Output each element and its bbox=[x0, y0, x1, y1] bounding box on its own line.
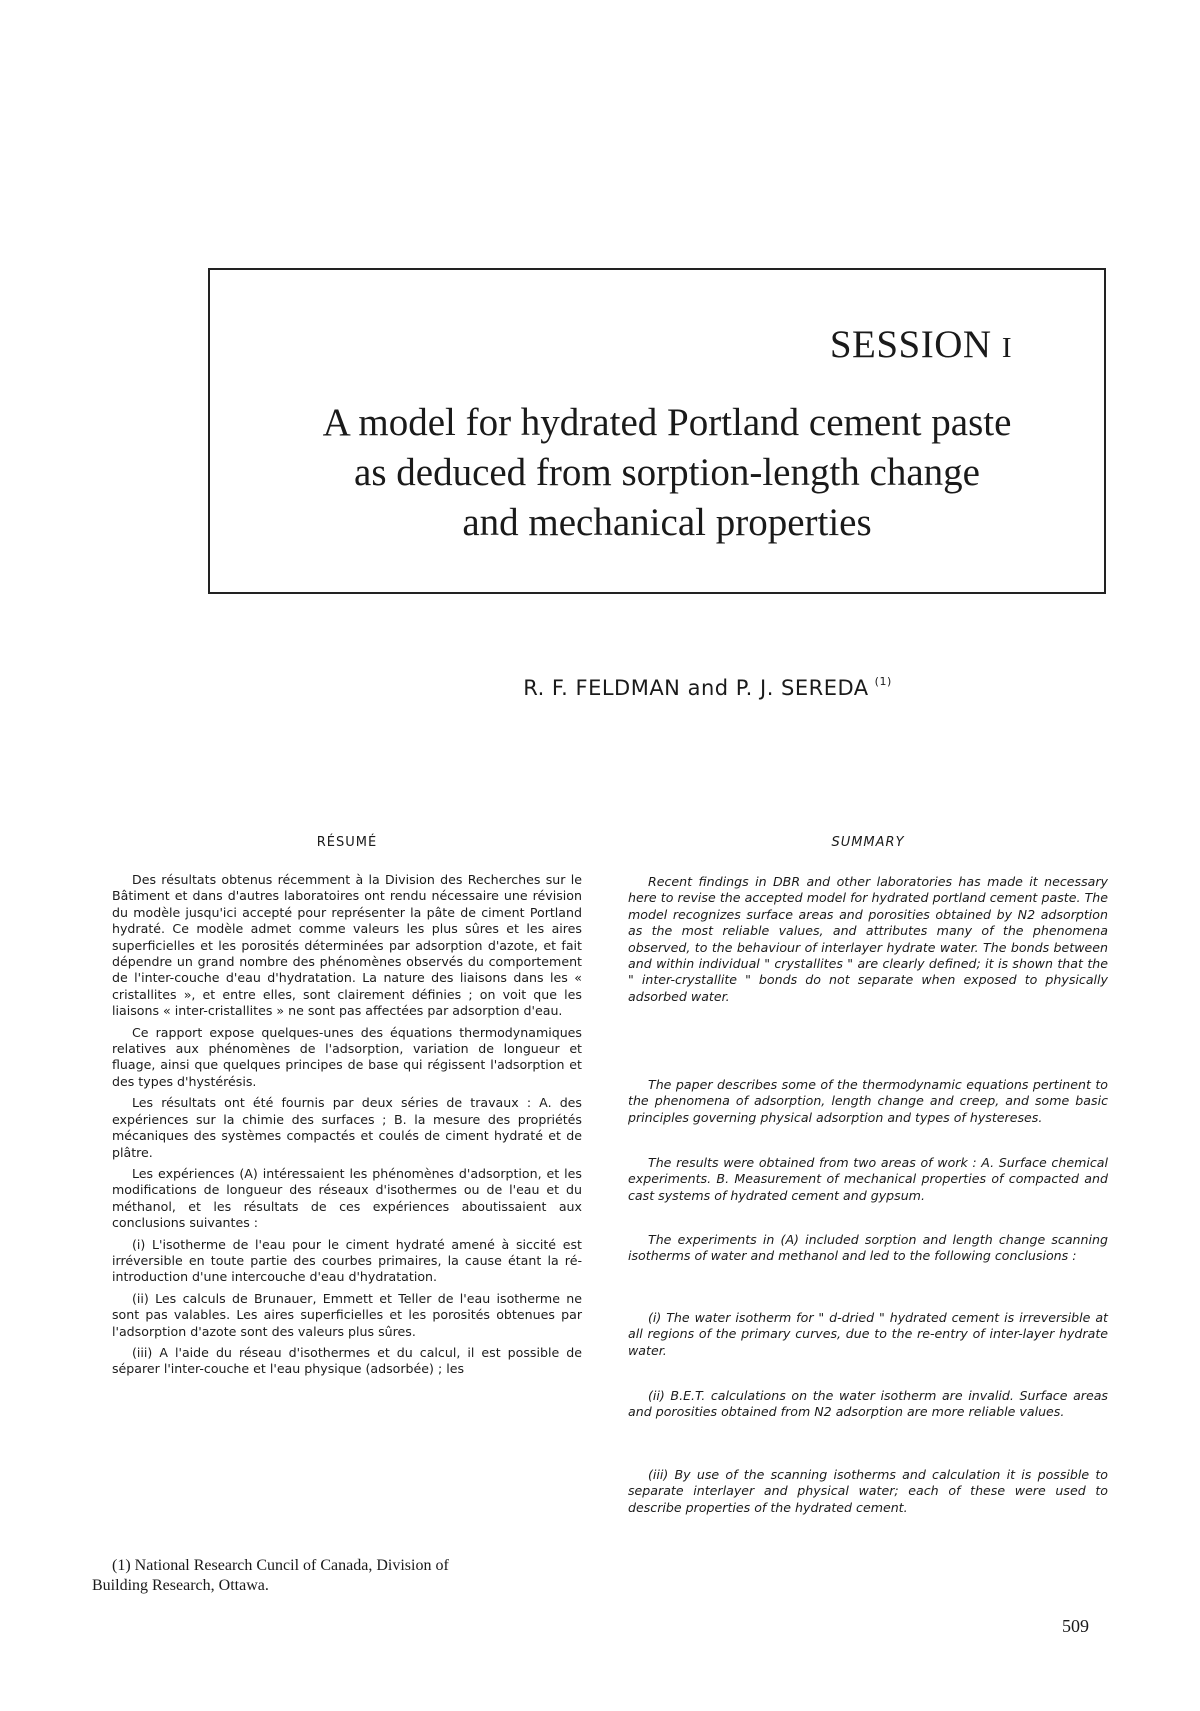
session-label: SESSION bbox=[829, 323, 992, 366]
summary-text: Recent findings in DBR and other laboratories has made it necessary here to revise the accepted model for hydrated portland cement paste. The model recognizes surface areas and porosities obtained by N2 adsorption as the most reliable values, and attributes many of the phenomena observed, to the behaviour of interlayer hydrate water. The bonds between and within individual " crystallites " are clearly defined; it is shown that the " inter-crystallite " bonds do not separate when exposed to physically adsorbed water. bbox=[628, 874, 1108, 1004]
resume-paragraph: (ii) Les calculs de Brunauer, Emmett et Teller de l'eau isotherme ne sont pas valables. Les aires superficielles et les porosités obtenues par l'adsorption d'azote sont des valeurs plus sûres. bbox=[112, 1290, 582, 1339]
summary-paragraph bbox=[628, 1077, 1108, 1126]
resume-paragraph: Les résultats ont été fournis par deux séries de travaux : A. des expériences sur la chimie des surfaces ; B. la mesure des propriétés mécaniques des systèmes compactés et coulés de ciment hydraté et de plâtre. bbox=[112, 1095, 582, 1160]
resume-paragraph: (iii) A l'aide du réseau d'isothermes et du calcul, il est possible de séparer l'inter-couche et l'eau physique (adsorbée) ; les bbox=[112, 1344, 582, 1377]
author-names: R. F. FELDMAN and P. J. SEREDA bbox=[523, 676, 869, 700]
session-number: I bbox=[1001, 332, 1012, 364]
summary-text: The results were obtained from two areas of work : A. Surface chemical experiments. B. Measurement of mechanical properties of compacted and cast systems of hydrated cement and gypsum. bbox=[628, 1155, 1108, 1203]
summary-text: The experiments in (A) included sorption and length change scanning isotherms of water and methanol and led to the following conclusions : bbox=[628, 1232, 1108, 1264]
summary-text: (ii) B.E.T. calculations on the water isotherm are invalid. Surface areas and porosities obtained from N2 adsorption are more reliable values. bbox=[628, 1388, 1108, 1420]
title-box bbox=[208, 268, 1106, 594]
resume-paragraph: Des résultats obtenus récemment à la Division des Recherches sur le Bâtiment et dans d'autres laboratoires ont rendu nécessaire une révision du modèle jusqu'ici accepté pour représenter la pâte de ciment Portland hydraté. Ce modèle admet comme valeurs les plus sûres et les aires superficielles et les porosités déterminées par adsorption d'azote, et fait dépendre un grand nombre des phénomènes observés du comportement de l'inter-couche d'eau d'hydratation. La nature des liaisons dans les « cristallites », et entre elles, sont clairement définies ; on voit que les liaisons « inter-cristallites » ne sont pas affectées par adsorption d'eau. bbox=[112, 872, 582, 1019]
resume-column bbox=[112, 872, 582, 1383]
resume-paragraph: Les expériences (A) intéressaient les phénomènes d'adsorption, et les modifications de longueur des réseaux d'isothermes ou de l'eau et du méthanol, et les résultats de ces expériences aboutissaient aux conclusions suivantes : bbox=[112, 1165, 582, 1231]
summary-paragraph bbox=[628, 1232, 1108, 1265]
page-number: 509 bbox=[1062, 1616, 1089, 1636]
footnote bbox=[92, 1556, 570, 1596]
paper-title bbox=[210, 398, 1104, 548]
resume-paragraph: (i) L'isotherme de l'eau pour le ciment hydraté amené à siccité est irréversible en toute partie des courbes primaires, la cause étant la ré-introduction d'une intercouche d'eau d'hydratation. bbox=[112, 1236, 582, 1285]
summary-text: (iii) By use of the scanning isotherms and calculation it is possible to separate interlayer and physical water; each of these were used to describe properties of the hydrated cement. bbox=[628, 1467, 1108, 1515]
footnote-line: Building Research, Ottawa. bbox=[92, 1577, 269, 1594]
title-line: and mechanical properties bbox=[462, 501, 872, 544]
summary-heading: SUMMARY bbox=[831, 835, 905, 850]
title-line: as deduced from sorption-length change bbox=[354, 451, 980, 494]
resume-heading: RÉSUMÉ bbox=[316, 835, 378, 850]
summary-text: The paper describes some of the thermodynamic equations pertinent to the phenomena of adsorption, length change and creep, and some basic principles governing physical adsorption and types of hystereses. bbox=[628, 1077, 1108, 1125]
summary-text: (i) The water isotherm for " d-dried " hydrated cement is irreversible at all regions of the primary curves, due to the re-entry of inter-layer hydrate water. bbox=[628, 1310, 1108, 1358]
footnote-marker: (1) bbox=[874, 675, 892, 688]
summary-paragraph bbox=[628, 1467, 1108, 1516]
resume-paragraph: Ce rapport expose quelques-unes des équations thermodynamiques relatives aux phénomènes de l'adsorption, variation de longueur et fluage, ainsi que quelques principes de base qui régissent l'adsorption et des types d'hystérésis. bbox=[112, 1024, 582, 1089]
summary-paragraph bbox=[628, 1388, 1108, 1421]
authors bbox=[0, 675, 1200, 700]
summary-paragraph bbox=[628, 874, 1108, 1005]
summary-paragraph bbox=[628, 1310, 1108, 1359]
title-line: A model for hydrated Portland cement paste bbox=[322, 401, 1012, 444]
footnote-line: (1) National Research Cuncil of Canada, Division of bbox=[112, 1557, 449, 1574]
summary-paragraph bbox=[628, 1155, 1108, 1204]
session-heading bbox=[830, 322, 1012, 367]
